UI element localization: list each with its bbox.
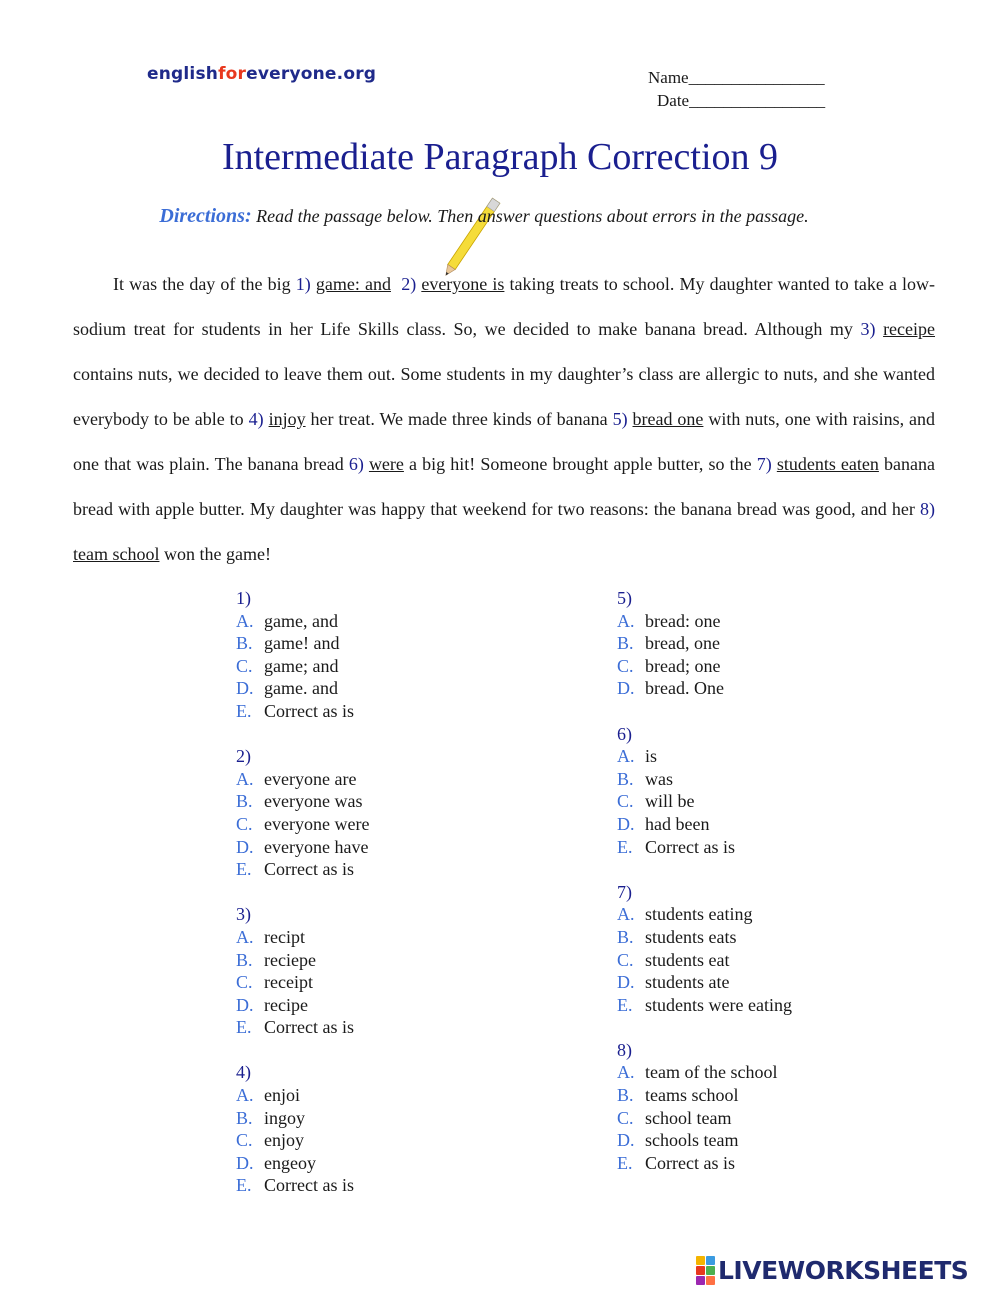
option-letter: E. [617, 994, 633, 1015]
option-text: bread, one [645, 633, 720, 654]
option-text: recipe [264, 994, 308, 1015]
option-text: enjoy [264, 1130, 304, 1151]
answer-option[interactable] [617, 971, 792, 994]
logo-blocks-icon [696, 1256, 715, 1285]
blank-number-7: 7) [756, 454, 772, 474]
question-number: 2) [236, 746, 251, 767]
option-text: students were eating [645, 994, 792, 1015]
logo-block [696, 1256, 705, 1265]
answer-option[interactable] [617, 1061, 792, 1084]
option-letter: E. [617, 836, 633, 857]
option-letter: A. [617, 1062, 635, 1083]
blank-number-3: 3) [860, 319, 876, 339]
passage-text: It was the day of the big [113, 274, 296, 294]
directions [0, 205, 968, 228]
site-logo [147, 64, 376, 84]
option-text: reciepe [264, 949, 316, 970]
option-letter: D. [617, 813, 635, 834]
underlined-phrase-3: receipe [883, 319, 936, 339]
questions-right-column [617, 587, 792, 1197]
option-letter: D. [236, 836, 254, 857]
option-letter: D. [236, 678, 254, 699]
answer-option[interactable] [617, 994, 792, 1017]
option-letter: A. [236, 768, 254, 789]
underlined-phrase-4: injoy [268, 409, 306, 429]
option-text: everyone were [264, 813, 370, 834]
option-letter: B. [617, 768, 634, 789]
answer-option[interactable] [617, 655, 792, 678]
option-letter: B. [617, 1085, 634, 1106]
option-letter: C. [236, 655, 253, 676]
liveworksheets-logo [696, 1256, 968, 1285]
option-letter: C. [236, 972, 253, 993]
option-text: team of the school [645, 1062, 778, 1083]
underlined-phrase-7: students eaten [776, 454, 879, 474]
option-letter: D. [236, 994, 254, 1015]
option-letter: B. [617, 926, 634, 947]
option-text: game, and [264, 610, 338, 631]
answer-option[interactable] [617, 768, 792, 791]
option-text: was [645, 768, 673, 789]
answer-option[interactable] [617, 790, 792, 813]
option-text: engeoy [264, 1152, 316, 1173]
answer-option[interactable] [617, 1129, 792, 1152]
answer-option[interactable] [236, 858, 369, 881]
option-letter: A. [617, 904, 635, 925]
logo-block [696, 1276, 705, 1285]
underlined-phrase-2: everyone is [421, 274, 505, 294]
page-title: Intermediate Paragraph Correction 9 [221, 136, 779, 178]
site-name-mid: for [218, 64, 247, 84]
option-text: students ate [645, 972, 730, 993]
name-line: Name________________ [648, 68, 825, 87]
option-letter: A. [617, 746, 635, 767]
underlined-phrase-8: team school [73, 544, 160, 564]
answer-option[interactable] [236, 971, 369, 994]
answer-option[interactable] [236, 949, 369, 972]
option-text: everyone was [264, 791, 363, 812]
passage-text: taking treats to school. My daughter wanted to take a low-sodium treat for students in her Life Skills class. So, we decided to make banana bread. Although my [73, 274, 936, 339]
answer-option[interactable] [236, 790, 369, 813]
logo-block [706, 1266, 715, 1275]
question-number: 1) [236, 588, 251, 608]
question-1 [236, 587, 369, 723]
passage-text: banana bread with apple butter. My daughter was happy that weekend for two reasons: the banana bread was good, and her [73, 454, 935, 519]
answer-option[interactable] [617, 632, 792, 655]
option-text: Correct as is [264, 1017, 354, 1038]
blank-number-5: 5) [612, 409, 628, 429]
answer-option[interactable] [236, 926, 369, 949]
passage-text: her treat. We made three kinds of banana [305, 409, 613, 429]
passage [73, 262, 935, 577]
answer-option[interactable] [236, 1016, 369, 1039]
option-text: schools team [645, 1130, 739, 1151]
option-letter: B. [236, 791, 253, 812]
question-number: 4) [236, 1062, 251, 1083]
answer-option[interactable] [236, 610, 369, 633]
question-4 [236, 1061, 369, 1197]
option-text: Correct as is [264, 700, 354, 721]
option-letter: A. [236, 926, 254, 947]
passage-text: contains nuts, we decided to leave them out. Some students in my daughter’s class are allergic to nuts, and she wanted everybody to be able to [73, 364, 935, 429]
option-letter: C. [236, 813, 253, 834]
option-letter: C. [617, 949, 634, 970]
option-text: Correct as is [645, 836, 735, 857]
answer-option[interactable] [617, 836, 792, 859]
option-text: students eating [645, 904, 753, 925]
question-number: 3) [236, 904, 251, 925]
question-8 [617, 1039, 792, 1175]
answer-option[interactable] [617, 1152, 792, 1175]
blank-number-1: 1) [295, 274, 311, 294]
option-letter: D. [617, 972, 635, 993]
option-text: recipt [264, 926, 305, 947]
option-text: everyone are [264, 768, 357, 789]
answer-option[interactable] [617, 813, 792, 836]
answer-option[interactable] [617, 926, 792, 949]
option-text: had been [645, 813, 710, 834]
option-letter: B. [236, 633, 253, 654]
passage-text: won the game! [159, 544, 271, 564]
option-text: enjoi [264, 1085, 300, 1106]
question-7 [617, 881, 792, 1017]
passage-text: a big hit! Someone brought apple butter, so the [403, 454, 757, 474]
logo-block [706, 1276, 715, 1285]
answer-option[interactable] [236, 632, 369, 655]
answer-option[interactable] [617, 1107, 792, 1130]
underlined-phrase-1: game: and [315, 274, 391, 294]
answer-option[interactable] [236, 677, 369, 700]
option-letter: C. [617, 791, 634, 812]
option-text: school team [645, 1107, 732, 1128]
underlined-phrase-5: bread one [632, 409, 704, 429]
answer-option[interactable] [236, 1107, 369, 1130]
option-letter: E. [236, 1017, 252, 1038]
option-letter: C. [617, 1107, 634, 1128]
date-line: Date________________ [657, 91, 826, 110]
question-number: 8) [617, 1039, 632, 1060]
option-letter: E. [617, 1152, 633, 1173]
logo-block [706, 1256, 715, 1265]
option-letter: B. [236, 949, 253, 970]
option-letter: D. [236, 1152, 254, 1173]
answer-option[interactable] [236, 1152, 369, 1175]
option-letter: A. [236, 610, 254, 631]
option-text: receipt [264, 972, 313, 993]
answer-option[interactable] [236, 655, 369, 678]
question-number: 5) [617, 588, 632, 608]
option-letter: C. [617, 655, 634, 676]
directions-label: Directions: [159, 205, 252, 227]
directions-text: Read the passage below. Then answer questions about errors in the passage. [256, 206, 809, 226]
option-text: Correct as is [264, 1175, 354, 1196]
option-text: game; and [264, 655, 339, 676]
answer-option[interactable] [617, 949, 792, 972]
option-letter: E. [236, 700, 252, 721]
answer-option[interactable] [236, 1084, 369, 1107]
answer-option[interactable] [617, 677, 792, 700]
option-letter: B. [617, 633, 634, 654]
question-number: 6) [617, 723, 632, 744]
answer-option[interactable] [236, 1174, 369, 1197]
option-letter: D. [617, 678, 635, 699]
answer-option[interactable] [617, 903, 792, 926]
answer-option[interactable] [236, 1129, 369, 1152]
option-text: will be [645, 791, 695, 812]
option-letter: D. [617, 1130, 635, 1151]
blank-number-8: 8) [920, 499, 935, 519]
logo-text: LIVEWORKSHEETS [718, 1256, 969, 1285]
answer-option[interactable] [617, 1084, 792, 1107]
option-text: Correct as is [264, 859, 354, 880]
question-5 [617, 587, 792, 700]
option-text: students eats [645, 926, 737, 947]
option-text: everyone have [264, 836, 369, 857]
answer-option[interactable] [236, 813, 369, 836]
option-text: game. and [264, 678, 338, 699]
option-text: is [645, 746, 658, 767]
logo-block [696, 1266, 705, 1275]
option-text: game! and [264, 633, 340, 654]
answer-option[interactable] [236, 836, 369, 859]
option-letter: B. [236, 1107, 253, 1128]
passage-text: with nuts, one with raisins, and one that was plain. The banana bread [73, 409, 936, 474]
option-text: bread; one [645, 655, 721, 676]
option-letter: C. [236, 1130, 253, 1151]
answer-option[interactable] [236, 768, 369, 791]
questions-left-column [236, 587, 369, 1220]
underlined-phrase-6: were [368, 454, 404, 474]
answer-option[interactable] [617, 745, 792, 768]
option-letter: A. [236, 1085, 254, 1106]
question-6 [617, 723, 792, 859]
option-text: students eat [645, 949, 730, 970]
question-2 [236, 745, 369, 881]
option-text: Correct as is [645, 1152, 735, 1173]
answer-option[interactable] [236, 700, 369, 723]
option-text: bread: one [645, 610, 721, 631]
question-number: 7) [617, 881, 632, 902]
option-text: teams school [645, 1085, 739, 1106]
question-3 [236, 903, 369, 1039]
name-date-block [648, 66, 825, 112]
option-letter: A. [617, 610, 635, 631]
blank-number-6: 6) [348, 454, 364, 474]
blank-number-4: 4) [248, 409, 264, 429]
site-name-pre: english [147, 64, 219, 84]
option-text: ingoy [264, 1107, 306, 1128]
site-name-post: everyone.org [246, 64, 377, 84]
answer-option[interactable] [236, 994, 369, 1017]
option-text: bread. One [645, 678, 724, 699]
option-letter: E. [236, 1175, 252, 1196]
option-letter: E. [236, 859, 252, 880]
blank-number-2: 2) [401, 274, 417, 294]
answer-option[interactable] [617, 610, 792, 633]
